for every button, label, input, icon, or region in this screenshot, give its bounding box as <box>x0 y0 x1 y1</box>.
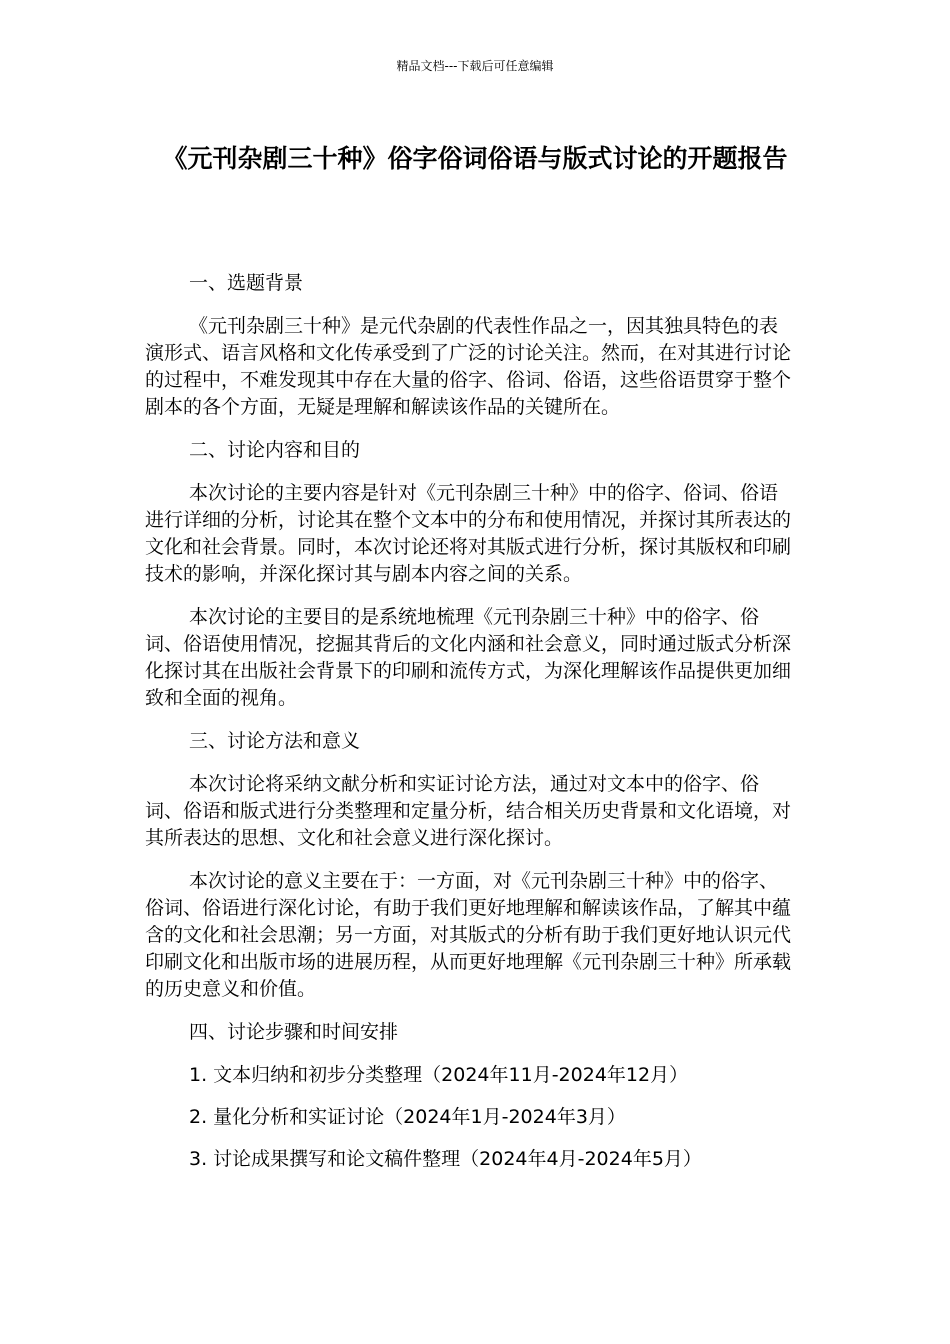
paragraph-background: 《元刊杂剧三十种》是元代杂剧的代表性作品之一，因其独具特色的表演形式、语言风格和文化传承受到了广泛的讨论关注。然而，在对其进行讨论的过程中，不难发现其中存在大量的俗字、俗词、俗语，这些俗语贯穿于整个剧本的各个方面，无疑是理解和解读该作品的关键所在。 <box>145 315 792 418</box>
schedule-step-2: 2. 量化分析和实证讨论（2024年1月-2024年3月） <box>189 1106 626 1128</box>
document-title: 《元刊杂剧三十种》俗字俗词俗语与版式讨论的开题报告 <box>162 144 788 173</box>
section-heading-method-significance: 三、讨论方法和意义 <box>189 730 361 752</box>
section-heading-background: 一、选题背景 <box>189 272 304 294</box>
paragraph-purpose: 本次讨论的主要目的是系统地梳理《元刊杂剧三十种》中的俗字、俗词、俗语使用情况，挖掘其背后的文化内涵和社会意义，同时通过版式分析深化探讨其在出版社会背景下的印刷和流传方式，为深化理解该作品提供更加细致和全面的视角。 <box>145 606 792 709</box>
document-body <box>145 270 795 1188</box>
section-heading-content-purpose: 二、讨论内容和目的 <box>189 439 361 461</box>
paragraph-significance: 本次讨论的意义主要在于：一方面，对《元刊杂剧三十种》中的俗字、俗词、俗语进行深化讨论，有助于我们更好地理解和解读该作品，了解其中蕴含的文化和社会思潮；另一方面，对其版式的分析有助于我们更好地认识元代印刷文化和出版市场的进展历程，从而更好地理解《元刊杂剧三十种》所承载的历史意义和价值。 <box>145 870 792 1000</box>
schedule-step-1: 1. 文本归纳和初步分类整理（2024年11月-2024年12月） <box>189 1064 689 1086</box>
section-heading-steps-schedule: 四、讨论步骤和时间安排 <box>189 1021 399 1043</box>
page-header: 精品文档---下载后可任意编辑 <box>396 59 554 73</box>
schedule-step-3: 3. 讨论成果撰写和论文稿件整理（2024年4月-2024年5月） <box>189 1148 702 1170</box>
paragraph-content: 本次讨论的主要内容是针对《元刊杂剧三十种》中的俗字、俗词、俗语进行详细的分析，讨论其在整个文本中的分布和使用情况，并探讨其所表达的文化和社会背景。同时，本次讨论还将对其版式进行分析，探讨其版权和印刷技术的影响，并深化探讨其与剧本内容之间的关系。 <box>145 482 792 585</box>
paragraph-method: 本次讨论将采纳文献分析和实证讨论方法，通过对文本中的俗字、俗词、俗语和版式进行分类整理和定量分析，结合相关历史背景和文化语境，对其所表达的思想、文化和社会意义进行深化探讨。 <box>145 773 792 849</box>
